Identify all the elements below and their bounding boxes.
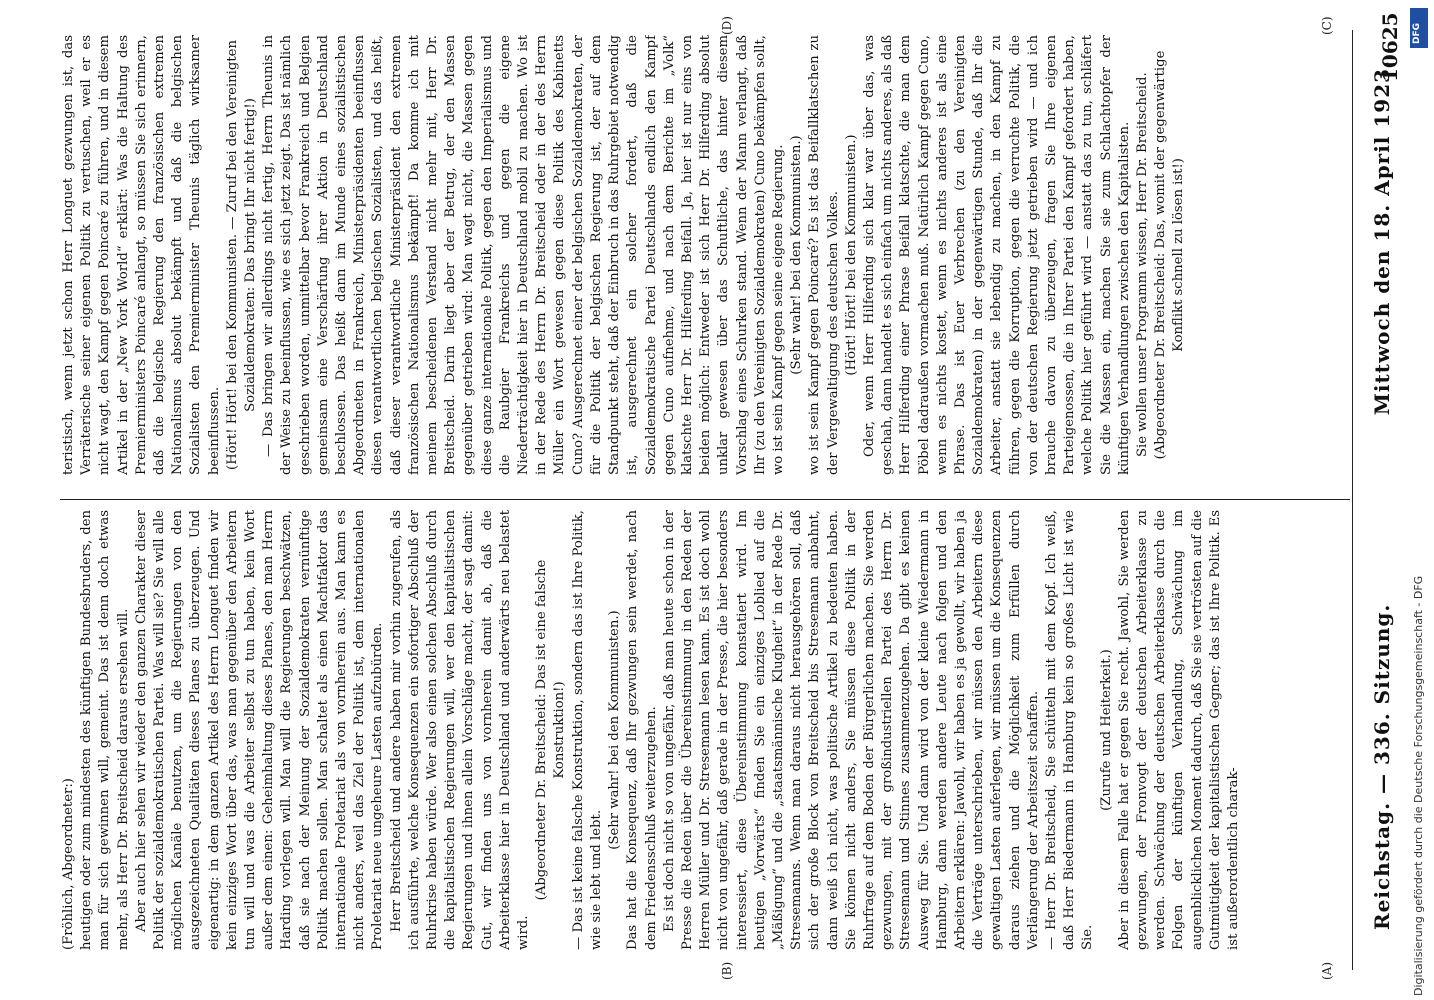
left-column-paragraph: (Sehr wahr! bei den Kommunisten.)	[607, 610, 623, 850]
left-column-paragraph: Es ist doch nicht so von ungefähr, daß man heute schon in der Presse die Reden über die Übereinstimmung in den Reden der Herren Müller und Dr. Stresemann lesen kann. Es ist doch wohl nicht von ungefähr, daß gerade in der Presse, die hier besonders interessiert, diese Übereinstimmung konstatiert wird. Im heutigen „Vorwärts“ finden Sie ein einziges Loblied auf die „Mäßigung“ und die „staatsmännische Klugheit“ in der Rede Dr. Stresemanns. Wenn man daraus nicht herausgehören soll, daß sich der große Block von Breitscheid bis Stresemann anbahnt, dann weiß ich nicht, was politische Artikel zu bedeuten haben. Sie können nicht anders, Sie müssen diese Politik in der Ruhrfrage auf dem Boden der Bürgerlichen machen. Sie werden gezwungen, mit der großindustriellen Partei des Herrn Dr. Stresemann und Stinnes zusammenzugehen. Da gibt es keinen Ausweg für Sie. Und dann wird von der kleine Wiedermann in Hamburg, dann werden andere Leute nach folgen und den Arbeitern erklären: Jawohl, wir haben es ja gewollt, wir haben ja die Verträge unterschrieben, wir müssen den Arbeitern diese gewaltigen Lasten auferlegen, wir müssen um die Konsequenzen daraus ziehen und die Möglichkeit zum Erfüllen durch Verlängerung der Arbeitszeit schaffen.	[661, 510, 1041, 950]
margin-letter-b: (B)	[720, 961, 734, 980]
right-column-paragraph: wo ist sein Kampf gegen Poincaré? Es ist das Beifallklatschen zu der Vergewaltigung des deutschen Volkes.	[807, 35, 841, 475]
left-column-paragraph: Das hat die Konsequenz, daß Ihr gezwungen sein werdet, nach dem Friedensschluß weiterzugehen.	[625, 510, 659, 950]
dfg-watermark-text: Digitalisierung gefördert durch die Deutsche Forschungsgemeinschaft - DFG	[1412, 575, 1425, 996]
right-column-paragraph: teristisch, wenn jetzt schon Herr Longuet gezwungen ist, das Verräterische seiner eigenen Politik zu vertuschen, weil er es nicht wagt, den Kampf gegen Poincaré zu führen, und in diesem Artikel in der „New York World“ erklärt: Was die Haltung des Premierministers Poincaré anlangt, so müssen Sie sich erinnern, daß die belgische Regierung den französischen extremen Nationalismus absolut bekämpft und daß die belgischen Sozialisten den Premierminister Theunis täglich wirksamer beeinflussen.	[61, 35, 222, 475]
left-column-paragraph: — Herr Dr. Breitscheid, Sie schütteln mit dem Kopf. Ich weiß, daß Herr Biedermann in Hamburg kein so großes Licht ist wie Sie.	[1043, 510, 1096, 950]
left-column-paragraph: Herr Breitscheid und andere haben mir vorhin zugerufen, als ich ausführte, welche Konsequenzen ein sofortiger Abschluß der Ruhrkrise haben würde. Wer also einen solchen Abschluß durch die kapitalistischen Regierungen will, wer den kapitalistischen Regierungen und ihnen allein Vorschläge macht, der sagt damit: Gut, wir finden uns von vornherein damit ab, daß die Arbeiterklasse hier in Deutschland und anderwärts neu belastet wird.	[388, 510, 532, 950]
margin-letter-d: (D)	[720, 16, 734, 35]
right-column-paragraph: — Das bringen wir allerdings nicht fertig, Herrn Theunis in der Weise zu beeinflussen, wie es sich jetzt zeigt. Das ist nämlich geschrieben worden, unmittelbar bevor Frankreich und Belgien gemeinsam eine Verschärfung ihrer Aktion in Deutschland beschlossen. Das heißt dann im Munde eines sozialistischen Abgeordneten in Frankreich, Ministerpräsidenten beeinflussen diesen verantwortlichen belgischen Sozialisten, und das heißt, daß dieser verantwortliche Ministerpräsident den extremen französischen Nationalismus bekämpft! Da komme ich mit meinem bescheidenen Verstand nicht mehr mit, Herr Dr. Breitscheid. Darin liegt aber der Betrug, der den Massen gegenüber getrieben wird: Man wagt nicht, die Massen gegen diese ganze internationale Politik, gegen den Imperialismus und die Raubgier Frankreichs und gegen die eigene Niederträchtigkeit hier in Deutschland mobil zu machen. Wo ist in der Rede des Herrn Dr. Breitscheid oder in der des Herrn Müller ein Wort gewesen gegen diese Politik des Kabinetts Cuno? Ausgerechnet einer der belgischen Sozialdemokraten, der für die Politik der belgischen Regierung ist, der auf dem Standpunkt steht, daß der Einbruch in das Ruhrgebiet notwendig ist, ausgerechnet ein solcher fordert, daß die Sozialdemokratische Partei Deutschlands endlich den Kampf gegen Cuno aufnehme, und nach dem Berichte im „Volk“ klatschte Herr Dr. Hilferding Beifall. Ja, hier ist nur eins von beiden möglich: Entweder ist sich Herr Dr. Hilferding absolut unklar gewesen über das Schuftliche, das hinter diesem Vorschlag eines Schurken stand. Wenn der Mann verlangt, daß Ihr (zu den Vereinigten Sozialdemokraten) Cuno bekämpfen sollt, wo ist sein Kampf gegen seine eigene Regierung.	[261, 35, 786, 475]
right-column-paragraph: Oder, wenn Herr Hilferding sich klar war über das, was geschah, dann handelt es sich einfach um nichts anderes, als daß Herr Hilferding einer Phrase Beifall klatschte, die man dem Pöbel dadraußen vormachen muß. Natürlich Kampf gegen Cuno, wenn es nichts kostet, wenn es nichts anderes ist als eine Phrase. Das ist Euer Verbrechen (zu den Vereinigten Sozialdemokraten) in der gegenwärtigen Stunde, daß Ihr die Arbeiter, anstatt sie lebendig zu machen, in den Kampf zu führen, gegen die Korruption, gegen die verruchte Politik, die von der deutschen Regierung jetzt getrieben wird — und ich brauche davon zu überzeugen, fragen Sie Ihre eigenen Parteigenossen, die in Ihrer Partei den Kampf gefordert haben, welche Politik hier geführt wird — anstatt das zu tun, schläfert Sie die Massen ein, machen Sie sie zum Schlachtopfer der künftigen Verhandlungen zwischen den Kapitalisten.	[861, 35, 1132, 475]
column-separator	[60, 499, 1350, 500]
right-column-paragraph: (Abgeordneter Dr. Breitscheid: Das, womit der gegenwärtige Konflikt schnell zu lösen ist!)	[1153, 50, 1187, 460]
margin-letter-a: (A)	[1320, 961, 1334, 980]
dfg-logo: DFG	[1410, 8, 1428, 48]
right-column-paragraph: (Hört! Hört! bei den Kommunisten.)	[843, 134, 859, 376]
left-column-paragraph: — Das ist keine falsche Konstruktion, sondern das ist Ihre Politik, wie sie lebt und lebt.	[570, 510, 604, 950]
left-column-paragraph: Aber in diesem Falle hat er gegen Sie recht. Jawohl, Sie werden gezwungen, der Fronvogt der deutschen Arbeiterklasse zu werden. Schwächung der deutschen Arbeiterklasse durch die Folgen der künftigen Verhandlung, Schwächung im augenblicklichen Moment dadurch, daß Sie sie vertrösten auf die Gutmütigkeit der kapitalistischen Gegner; das ist Ihre Politik. Es ist außerordentlich charak-	[1116, 510, 1241, 950]
margin-letter-c: (C)	[1320, 16, 1334, 35]
dfg-watermark	[1408, 0, 1434, 1000]
left-column	[60, 510, 1350, 950]
left-column-paragraph: Aber auch hier sehen wir wieder den ganzen Charakter dieser Politik der sozialdemokratischen Partei. Was will sie? Sie will alle möglichen Kanäle benutzen, um die Regierungen von den ausgezeichneten Qualitäten dieses Planes zu überzeugen. Und eigenartig: in dem ganzen Artikel des Herrn Longuet finden wir kein einziges Wort über das, was man gegenüber den Arbeitern tun will und was die Arbeiter selbst zu tun haben, kein Wort außer dem einen: Geheimhaltung dieses Planes, den man Herrn Harding vorlegen will. Man will die Regierungen beschwätzen, daß sie nach der Meinung der Sozialdemokraten vernünftige Politik machen sollen. Man schaltet als einen Machtfaktor das internationale Proletariat als von vornherein aus. Man kann es nicht anders, weil das Ziel der Politik ist, dem internationalen Proletariat neue ungeheure Lasten aufzubürden.	[133, 510, 386, 950]
page-number: 10625	[1378, 12, 1402, 82]
header-rule	[1352, 30, 1353, 970]
page-header	[1362, 40, 1402, 960]
header-date: Mittwoch den 18. April 1923.	[1370, 60, 1394, 416]
right-column-paragraph: Sie wollen unser Programm wissen, Herr Dr. Breitscheid.	[1134, 72, 1150, 457]
left-column-paragraph: (Fröhlich, Abgeordneter:)	[61, 778, 76, 950]
left-column-paragraph: (Abgeordneter Dr. Breitscheid: Das ist eine falsche Konstruktion!)	[534, 559, 568, 901]
left-column-paragraph: heutigen oder zum mindesten des künftigen Bundesbruders, den man für sich gewinnen will, gemeint. Das ist denn doch etwas mehr, als Herr Dr. Breitscheid daraus ersehen will.	[79, 510, 131, 950]
header-left: Reichstag. — 336. Sitzung.	[1370, 603, 1394, 930]
right-column-paragraph: (Sehr wahr! bei den Kommunisten.)	[789, 135, 805, 375]
right-column	[60, 35, 1350, 475]
left-column-paragraph: (Zurufe und Heiterkeit.)	[1098, 649, 1114, 811]
right-column-paragraph: (Hört! Hört! bei den Kommunisten. — Zuruf bei den Vereinigten Sozialdemokraten: Das bringt Ihr nicht fertig!)	[224, 40, 259, 470]
